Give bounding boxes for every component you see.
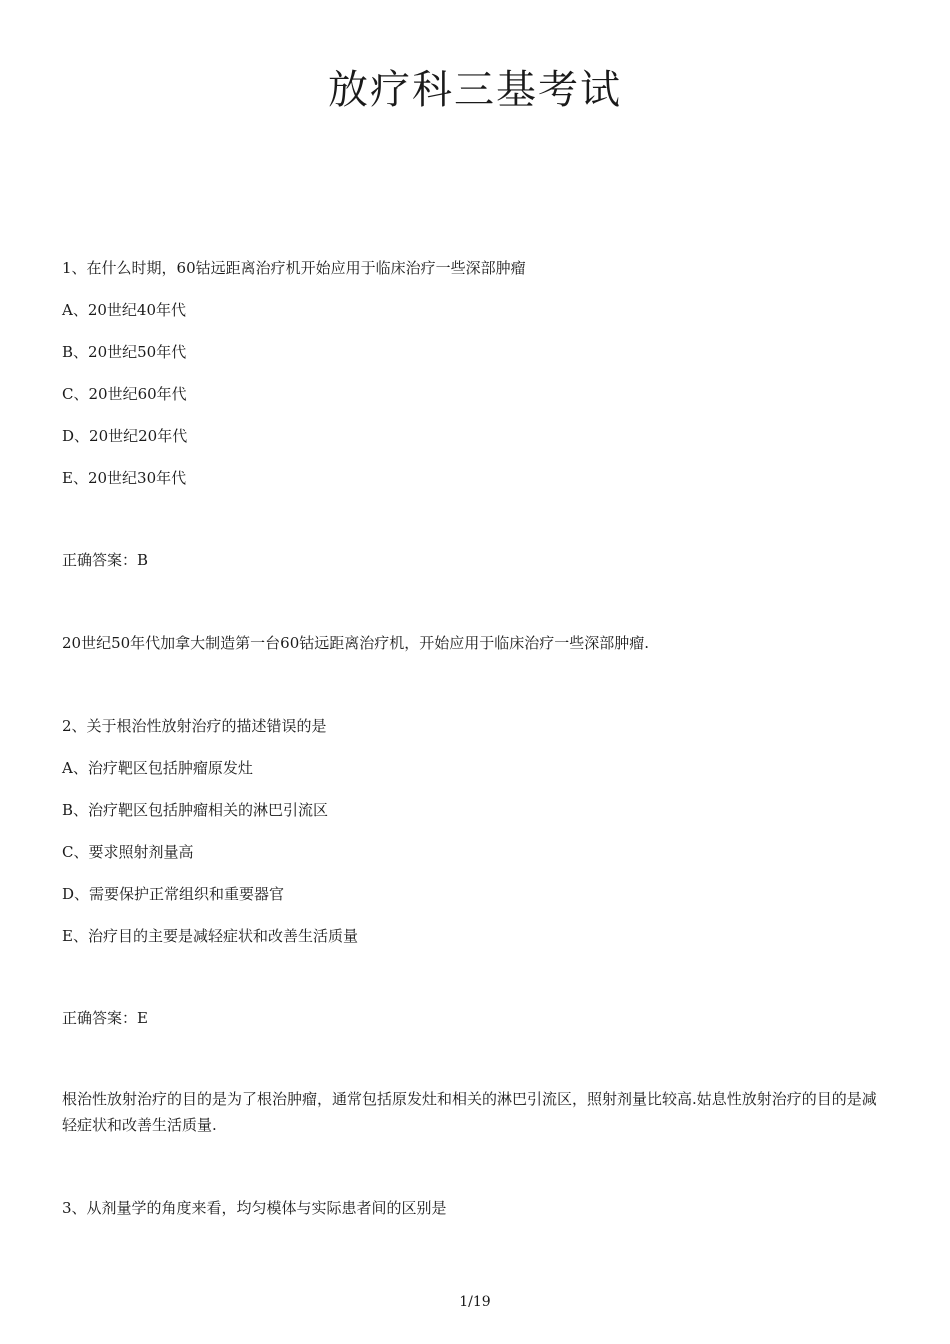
question-1-option-e: E、20世纪30年代 xyxy=(62,469,187,487)
question-2-explanation: 根治性放射治疗的目的是为了根治肿瘤，通常包括原发灶和相关的淋巴引流区，照射剂量比较高.姑息性放射治疗的目的是减轻症状和改善生活质量. xyxy=(62,1090,877,1134)
question-3-stem: 3、从剂量学的角度来看，均匀模体与实际患者间的区别是 xyxy=(62,1199,447,1217)
question-2-option-e: E、治疗目的主要是减轻症状和改善生活质量 xyxy=(62,927,358,945)
question-1-stem: 1、在什么时期，60钴远距离治疗机开始应用于临床治疗一些深部肿瘤 xyxy=(62,259,526,277)
question-2-option-d: D、需要保护正常组织和重要器官 xyxy=(62,885,285,903)
question-2-option-a: A、治疗靶区包括肿瘤原发灶 xyxy=(62,759,253,777)
question-1-explanation: 20世纪50年代加拿大制造第一台60钴远距离治疗机，开始应用于临床治疗一些深部肿瘤. xyxy=(62,634,650,652)
question-2-option-c: C、要求照射剂量高 xyxy=(62,843,194,861)
document-title: 放疗科三基考试 xyxy=(328,67,622,113)
question-1-option-c: C、20世纪60年代 xyxy=(62,385,187,403)
page-number: 1/19 xyxy=(459,1294,491,1310)
question-1-answer: 正确答案：B xyxy=(62,551,149,569)
question-1-option-a: A、20世纪40年代 xyxy=(62,301,187,319)
question-1-option-b: B、20世纪50年代 xyxy=(62,343,187,361)
question-2-option-b: B、治疗靶区包括肿瘤相关的淋巴引流区 xyxy=(62,801,329,819)
question-2-stem: 2、关于根治性放射治疗的描述错误的是 xyxy=(62,717,327,735)
question-1-option-d: D、20世纪20年代 xyxy=(62,427,188,445)
question-2-answer: 正确答案：E xyxy=(62,1009,148,1027)
